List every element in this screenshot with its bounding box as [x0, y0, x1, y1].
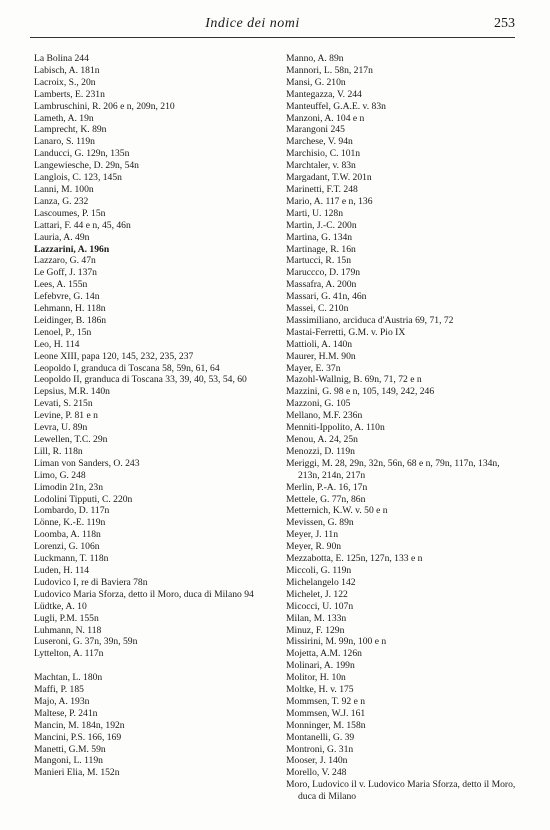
- index-entry: Luhmann, N. 118: [34, 624, 102, 636]
- index-entry: Maltese, P. 241n: [34, 707, 98, 719]
- index-entry: Mastai-Ferretti, G.M. v. Pio IX: [286, 326, 406, 338]
- index-entry: Lanza, G. 232: [34, 195, 89, 207]
- index-entry: Margadant, T.W. 201n: [286, 172, 372, 184]
- index-entry: Mazzini, G. 98 e n, 105, 149, 242, 246: [286, 386, 435, 398]
- index-entry: Moltke, H. v. 175: [286, 684, 354, 696]
- index-entry: Michelangelo 142: [286, 576, 356, 588]
- index-entry: Mettele, G. 77n, 86n: [286, 493, 366, 505]
- index-entry: Lehmann, H. 118n: [34, 303, 106, 315]
- index-entry: Mario, A. 117 e n, 136: [286, 195, 373, 207]
- index-entry: Manteuffel, G.A.E. v. 83n: [286, 100, 386, 112]
- index-entry: Lazzaro, G. 47n: [34, 255, 96, 267]
- index-entry: La Bolina 244: [34, 53, 89, 64]
- index-entry: Le Goff, J. 137n: [34, 267, 97, 279]
- index-entry: Martucci, R. 15n: [286, 255, 352, 267]
- index-entry: Luseroni, G. 37n, 39n, 59n: [34, 636, 138, 648]
- index-entry: Meyer, J. 11n: [286, 529, 339, 541]
- index-entry: Molitor, H. 10n: [286, 672, 346, 684]
- index-entry: Meyer, R. 90n: [286, 541, 342, 553]
- index-entry: Lambruschini, R. 206 e n, 209n, 210: [34, 100, 175, 112]
- index-entry: Montanelli, G. 39: [286, 731, 355, 743]
- index-entry: Mansi, G. 210n: [286, 76, 346, 88]
- index-entry: Martin, J.-C. 200n: [286, 219, 357, 231]
- index-entry: Maruccco, D. 179n: [286, 267, 361, 279]
- header-rule: [30, 37, 515, 38]
- index-entry: Missirini, M. 99n, 100 e n: [286, 636, 387, 648]
- index-entry: Molinari, A. 199n: [286, 660, 355, 672]
- index-entry: Mancini, P.S. 166, 169: [34, 731, 122, 743]
- index-entry: Mattioli, A. 140n: [286, 338, 353, 350]
- index-entry: Langlois, C. 123, 145n: [34, 172, 122, 184]
- index-entry: Lacroix, S., 20n: [34, 76, 96, 88]
- index-entry: Mooser, J. 140n: [286, 755, 348, 767]
- index-entry: Lugli, P.M. 155n: [34, 612, 99, 624]
- index-entry: Leopoldo I, granduca di Toscana 58, 59n, 61, 64: [34, 362, 220, 374]
- index-entry: Manno, A. 89n: [286, 53, 344, 64]
- index-entry: Leone XIII, papa 120, 145, 232, 235, 237: [34, 350, 194, 362]
- index-column-left: [34, 53, 284, 779]
- index-entry: Mancin, M. 184n, 192n: [34, 719, 125, 731]
- index-entry: Manieri Elia, M. 152n: [34, 767, 120, 779]
- index-entry: Menniti-Ippolito, A. 110n: [286, 422, 385, 434]
- index-entry: Lönne, K.-E. 119n: [34, 517, 106, 529]
- index-entry: Leidinger, B. 186n: [34, 314, 107, 326]
- index-entry: Marchisio, C. 101n: [286, 148, 361, 160]
- index-entry: Levra, U. 89n: [34, 422, 88, 434]
- index-entry: Minuz, F. 129n: [286, 624, 345, 636]
- index-entry: Martinage, R. 16n: [286, 243, 356, 255]
- index-entry: Merlin, P.-A. 16, 17n: [286, 481, 368, 493]
- index-entry: Lyttelton, A. 117n: [34, 648, 104, 660]
- index-entry: Lattari, F. 44 e n, 45, 46n: [34, 219, 131, 231]
- index-entry: Mannori, L. 58n, 217n: [286, 64, 373, 76]
- index-entry: Marchese, V. 94n: [286, 136, 353, 148]
- index-entry: Mayer, E. 37n: [286, 362, 341, 374]
- index-entry: Levati, S. 215n: [34, 398, 93, 410]
- index-entry: Montroni, G. 31n: [286, 743, 354, 755]
- index-entry: Mommsen, W.J. 161: [286, 707, 366, 719]
- index-entry: Landucci, G. 129n, 135n: [34, 148, 130, 160]
- index-entry: Ludovico Maria Sforza, detto il Moro, duca di Milano 94: [34, 588, 254, 600]
- index-entry: Langewiesche, D. 29n, 54n: [34, 160, 139, 172]
- index-entry: Lauria, A. 49n: [34, 231, 90, 243]
- index-entry: Mojetta, A.M. 126n: [286, 648, 362, 660]
- index-entry: Mazohl-Wallnig, B. 69n, 71, 72 e n: [286, 374, 422, 386]
- index-entry: Mantegazza, V. 244: [286, 88, 362, 100]
- index-entry: Monninger, M. 158n: [286, 719, 366, 731]
- index-entry: Limodin 21n, 23n: [34, 481, 104, 493]
- index-entry: Limo, G. 248: [34, 469, 86, 481]
- index-entry: Mezzabotta, E. 125n, 127n, 133 e n: [286, 553, 423, 565]
- index-entry: Lanni, M. 100n: [34, 183, 94, 195]
- index-entry: Labisch, A. 181n: [34, 64, 100, 76]
- index-entry: Lewellen, T.C. 29n: [34, 434, 108, 445]
- index-entry: Metternich, K.W. v. 50 e n: [286, 505, 388, 517]
- index-entry: Machtan, L. 180n: [34, 672, 103, 684]
- index-entry: Lepsius, M.R. 140n: [34, 386, 110, 398]
- index-entry: Mommsen, T. 92 e n: [286, 695, 366, 707]
- index-entry: Marti, U. 128n: [286, 207, 344, 219]
- index-entry: Ludovico I, re di Baviera 78n: [34, 576, 148, 588]
- index-entry: Marangoni 245: [286, 124, 345, 136]
- index-entry: Morello, V. 248: [286, 767, 347, 779]
- index-entry: Lees, A. 155n: [34, 279, 88, 291]
- index-entry: Miccoli, G. 119n: [286, 564, 352, 576]
- index-entry: Massafra, A. 200n: [286, 279, 357, 291]
- index-entry: Loomba, A. 118n: [34, 529, 101, 541]
- page-number: 253: [494, 16, 515, 31]
- index-entry: Lill, R. 118n: [34, 445, 83, 457]
- index-entry: Maurer, H.M. 90n: [286, 350, 356, 362]
- index-entry: Lameth, A. 19n: [34, 112, 94, 124]
- page-header: [30, 14, 515, 36]
- index-entry: Lenoel, P., 15n: [34, 326, 92, 338]
- index-entry: Leopoldo II, granduca di Toscana 33, 39, 40, 53, 54, 60: [34, 374, 247, 386]
- index-entry: Menozzi, D. 119n: [286, 445, 355, 457]
- index-entry: Lamprecht, K. 89n: [34, 124, 107, 136]
- index-entry: Milan, M. 133n: [286, 612, 347, 624]
- index-entry: Martina, G. 134n: [286, 231, 353, 243]
- index-entry: Massei, C. 210n: [286, 303, 349, 315]
- index-entry: Mangoni, L. 119n: [34, 755, 103, 767]
- index-entry: Luckmann, T. 118n: [34, 553, 109, 565]
- index-entry: Micocci, U. 107n: [286, 600, 354, 612]
- index-entry: Lamberts, E. 231n: [34, 88, 105, 100]
- index-entry: Manetti, G.M. 59n: [34, 743, 106, 755]
- index-entry: Moro, Ludovico il v. Ludovico Maria Sforza, detto il Moro, duca di Milano: [286, 779, 516, 803]
- index-entry: Menou, A. 24, 25n: [286, 434, 358, 445]
- index-entry: Lascoumes, P. 15n: [34, 207, 106, 219]
- index-entry: Lanaro, S. 119n: [34, 136, 95, 148]
- index-entry: Marchtaler, v. 83n: [286, 160, 356, 172]
- index-entry: Leo, H. 114: [34, 338, 80, 350]
- index-entry: Maffi, P. 185: [34, 684, 84, 696]
- index-entry: Mazzoni, G. 105: [286, 398, 351, 410]
- index-entry: Mellano, M.F. 236n: [286, 410, 363, 422]
- index-entry: Lodolini Tipputi, C. 220n: [34, 493, 133, 505]
- letter-gap: [34, 660, 284, 672]
- index-entry: Lefebvre, G. 14n: [34, 291, 100, 303]
- index-entry: Massari, G. 41n, 46n: [286, 291, 367, 303]
- index-entry: Liman von Sanders, O. 243: [34, 457, 140, 469]
- running-title: Indice dei nomi: [205, 16, 300, 31]
- index-entry: Majo, A. 193n: [34, 695, 90, 707]
- index-entry: Lorenzi, G. 106n: [34, 541, 100, 553]
- index-entry: Marinetti, F.T. 248: [286, 183, 358, 195]
- index-entry: Lombardo, D. 117n: [34, 505, 110, 517]
- index-entry: Michelet, J. 122: [286, 588, 348, 600]
- index-entry: Luden, H. 114: [34, 564, 90, 576]
- index-entry: Mevissen, G. 89n: [286, 517, 354, 529]
- index-entry: Manzoni, A. 104 e n: [286, 112, 365, 124]
- index-entry: Massimiliano, arciduca d'Austria 69, 71, 72: [286, 314, 454, 326]
- index-entry: Lazzarini, A. 196n: [34, 243, 110, 255]
- index-column-right: [286, 53, 521, 803]
- index-entry: Lüdtke, A. 10: [34, 600, 87, 612]
- index-entry: Meriggi, M. 28, 29n, 32n, 56n, 68 e n, 79n, 117n, 134n, 213n, 214n, 217n: [286, 457, 500, 481]
- index-entry: Levine, P. 81 e n: [34, 410, 98, 422]
